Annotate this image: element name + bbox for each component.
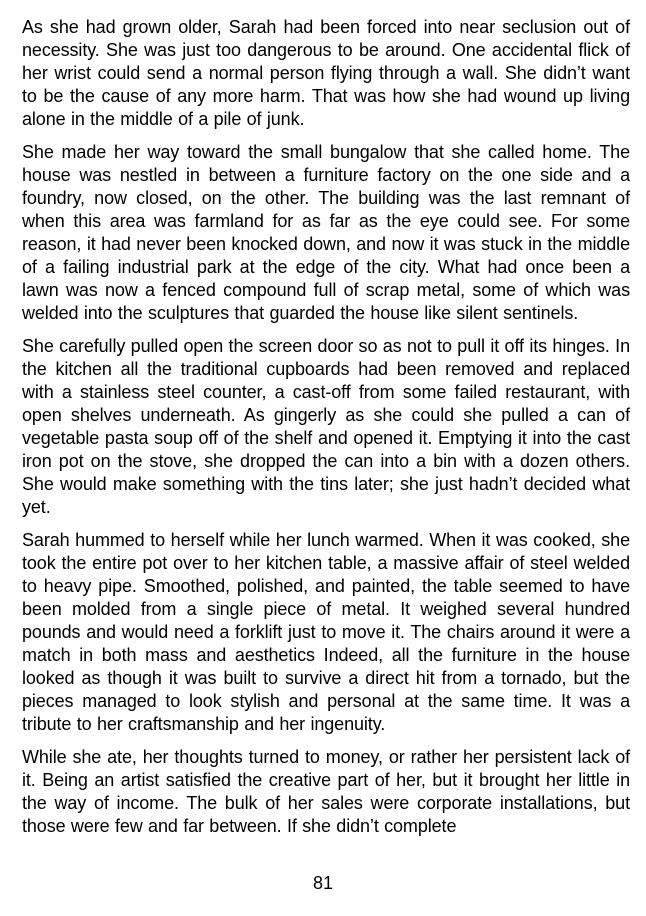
paragraph: She carefully pulled open the screen door so as not to pull it off its hinges. In the kitchen all the traditional cupboards had been removed and replaced with a stainless steel counter, a cast-off from some failed restaurant, with open shelves underneath. As gingerly as she could she pulled a can of vegetable pasta soup off of the shelf and opened it. Emptying it into the cast iron pot on the stove, she dropped the can into a bin with a dozen others. She would make something with the tins later; she just hadn’t decided what yet. — [22, 336, 630, 517]
paragraph: While she ate, her thoughts turned to money, or rather her persistent lack of it. Being an artist satisfied the creative part of her, but it brought her little in the way of income. The bulk of her sales were corporate installations, but those were few and far between. If she didn’t complete — [22, 747, 630, 836]
paragraph: She made her way toward the small bungalow that she called home. The house was nestled in between a furniture factory on the one side and a foundry, now closed, on the other. The building was the last remnant of when this area was farmland for as far as the eye could see. For some reason, it had never been knocked down, and now it was stuck in the middle of a failing industrial park at the edge of the city. What had once been a lawn was now a fenced compound full of scrap metal, some of which was welded into the sculptures that guarded the house like silent sentinels. — [22, 142, 630, 323]
paragraph: Sarah hummed to herself while her lunch warmed. When it was cooked, she took the entire pot over to her kitchen table, a massive affair of steel welded to heavy pipe. Smoothed, polished, and painted, the table seemed to have been molded from a single piece of metal. It weighed several hundred pounds and would need a forklift just to move it. The chairs around it were a match in both mass and aesthetics Indeed, all the furniture in the house looked as though it was built to survive a direct hit from a tornado, but the pieces managed to look stylish and personal at the same time. It was a tribute to her craftsmanship and her ingenuity. — [22, 530, 630, 734]
page-body-text — [22, 16, 630, 838]
page-number: 81 — [312, 873, 334, 893]
paragraph: As she had grown older, Sarah had been forced into near seclusion out of necessity. She was just too dangerous to be around. One accidental flick of her wrist could send a normal person flying through a wall. She didn’t want to be the cause of any more harm. That was how she had wound up living alone in the middle of a pile of junk. — [22, 17, 630, 129]
